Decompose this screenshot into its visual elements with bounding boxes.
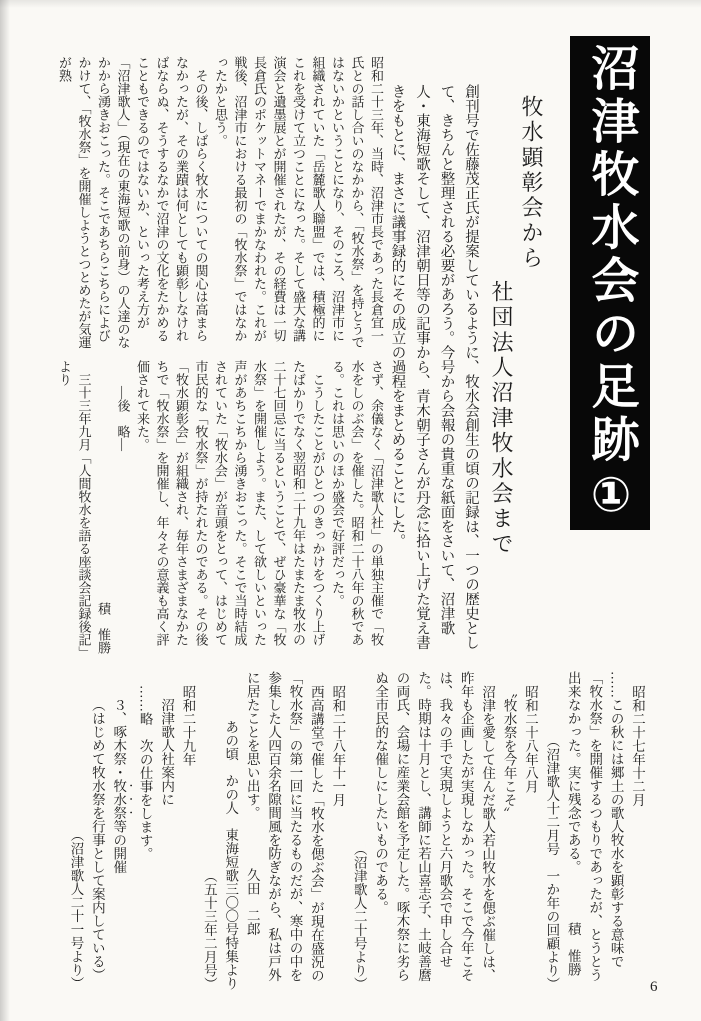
quote-2-citation: （沼津歌人二十号より） bbox=[351, 841, 367, 990]
source-reference: 三十三年九月「人間牧水を語る座談会記録後記」より bbox=[57, 360, 92, 653]
title-banner bbox=[570, 36, 650, 530]
quote-1-text: ……この秋には郷土の歌人牧水を顕彰する意味で「牧水祭」を開催するつもりであったが、とうとう出来なかった。実に残念である。 bbox=[565, 671, 624, 982]
page-number: 6 bbox=[650, 979, 658, 995]
intro-block bbox=[383, 84, 483, 650]
quote-4-item bbox=[108, 671, 134, 990]
quote-1-body bbox=[562, 671, 626, 990]
body-paragraph-4: こうしたことがひとつのきっかけをつくり上げたばかりでなく翌昭和二十九年はたまたま牧水の二十七回忌に当るということで、ぜひ豪華な「牧水祭」を開催しよう。また、して欲しいといった声があちこちから湧きおこった。そこで当時結成されていた「牧水会」が音頭をとって、はじめて市民的な「牧水祭」が持たれたのである。その後「牧水顕彰会」が組織され、毎年さまざまなかたちで「牧水祭」を開催し、年々その意義も高く評価されて来た。 bbox=[135, 360, 326, 646]
quote-1-citation: （沼津歌人十二月号 一か年の回顧より） bbox=[544, 733, 560, 990]
quote-4-line: ……略 次の仕事をします。 bbox=[137, 684, 153, 860]
quote-3-signature: 久田 二郎 bbox=[244, 868, 260, 936]
quotes-section bbox=[55, 671, 648, 990]
quote-4-item-emphasized: 牧水祭 bbox=[111, 779, 127, 820]
date-heading-1: 昭和二十七年十二月 bbox=[630, 684, 645, 806]
quote-2-title: 〝牧水祭を今年こそ〟 bbox=[501, 684, 517, 820]
date-heading-3: 昭和二十八年十一月 bbox=[330, 684, 346, 806]
quote-3-source: あの頃 かの人 東海短歌三〇〇号特集より bbox=[223, 720, 239, 990]
article-body-lower bbox=[54, 360, 386, 654]
quote-3-text: 西高講堂で催した「牧水を偲ぶ会」が現在盛況の「牧水祭」の第一回に当たるものだが、寒中の中を参集した人四百余名隙間風を防ぎながら、私は戸外に居たことを思い出す。 bbox=[244, 671, 324, 982]
quote-4-item-prefix: ３、啄木祭・ bbox=[111, 698, 127, 779]
author-signature: 積 惟勝 bbox=[96, 602, 111, 654]
quote-1-signature: 積 惟勝 bbox=[565, 922, 581, 977]
quote-4-heading: 沼津歌人社案内に bbox=[159, 698, 175, 806]
article-title: 沼津牧水会の足跡① bbox=[584, 43, 637, 528]
section-heading-sub: 社団法人沼津牧水会まで bbox=[489, 280, 514, 558]
section-heading-main: 牧水顕彰会から bbox=[519, 95, 544, 272]
quote-4-citation: （沼津歌人二十一号より） bbox=[68, 828, 84, 990]
body-paragraph-3: さず、余儀なく「沼津歌人社」の単独主催で「牧水をしのぶ会」を催した。昭和二十八年の秋である。これは思いのほか盛会で好評だった。 bbox=[330, 360, 384, 646]
quote-2-body: 沼津を愛して住んだ歌人若山牧水を偲ぶ催しは、昨年も企画したが実現しなかった。そこで今年こそは、我々の手で実現しようと六月歌会で申し合せた。時期は十月とし、講師に若山喜志子、土岐善麿の両氏、会場に産業会館を予定した。啄木祭に劣らぬ全市民的な催しにしたいものである。 bbox=[373, 671, 496, 982]
body-paragraph-2: その後、しばらく牧水についての関心は高まらなかったが、その業蹟は何としても顕彰しなければならぬ、そうするなかで沼津の文化をたかめることもできるのではないか、といった考え方が「沼津歌人」（現在の東海短歌の前身）の人達のなかから湧きおこった。そこであちらこちらによびかけて、「牧水祭」を開催しようとつとめたが気運が熟 bbox=[57, 56, 209, 349]
intro-paragraph: 創刊号で佐藤茂正氏が提案しているように、牧水会創生の頃の記録は、一つの歴史として、きちんと整理される必要があろう。今号から会報の貴重な紙面をさいて、沼津歌人・東海短歌そして、沼津朝日等の記事から、青木朝子さんが丹念に拾い上げた覚え書きをもとに、まさに議事録的にその成立の過程をまとめることにした。 bbox=[389, 84, 479, 650]
omission-mark: ―後 略― bbox=[115, 386, 131, 451]
body-paragraph-1: 昭和二十三年、当時、沼津市長であった長倉宜一氏との話し合いのなかから、「牧水祭」を持とうではないかということになり、そのころ、沼津市に組織されていた「岳麓歌人聯盟」では、積極的にこれを受けて立つことになった。そして盛大な講演会と遺墨展とが開催されたが、その経費は一切長倉氏のポケットマネーでまかなわれた。これが戦後、沼津市における最初の「牧水祭」ではなかったかと思う。 bbox=[213, 56, 384, 349]
quote-4-item-suffix: 等の開催 bbox=[111, 819, 127, 874]
quote-3-citation: （五十三年二月号） bbox=[201, 868, 217, 990]
quote-4-note: （はじめて牧水祭を行事として案内している） bbox=[89, 698, 105, 982]
date-heading-2: 昭和二十八年八月 bbox=[522, 684, 538, 793]
quote-3-body bbox=[241, 671, 327, 990]
article-body-upper bbox=[54, 56, 386, 350]
date-heading-4: 昭和二十九年 bbox=[180, 684, 196, 766]
